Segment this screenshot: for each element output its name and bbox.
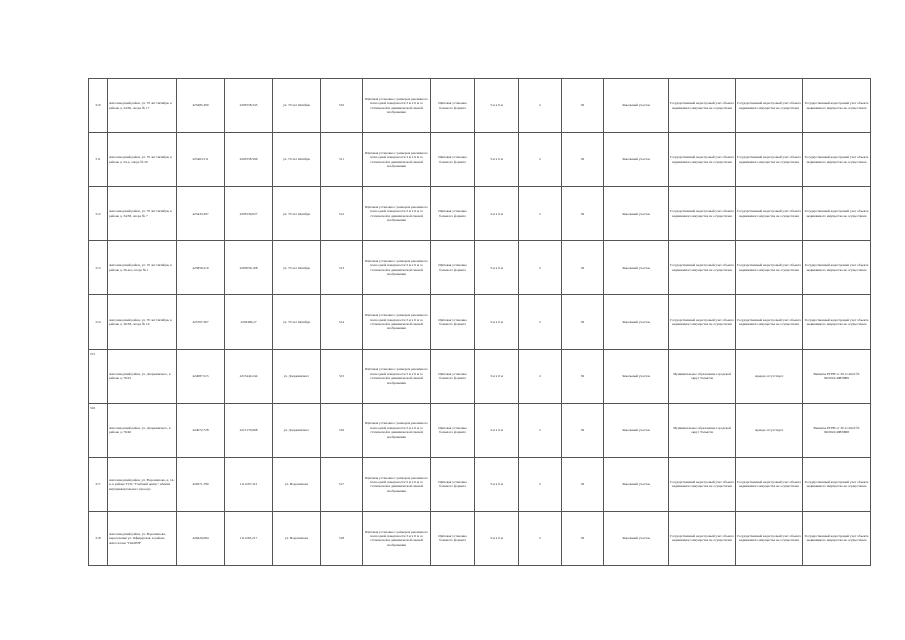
lease-cell: Государственный кадастровый учет объекта недвижимого имущества не осуществлен	[736, 511, 803, 565]
registry-extract-cell: Государственный кадастровый учет объекта недвижимого имущества не осуществлен	[803, 241, 871, 295]
lease-cell: Государственный кадастровый учет объекта недвижимого имущества не осуществлен	[736, 133, 803, 187]
land-type-cell: Земельный участок	[604, 403, 669, 457]
table-row	[89, 187, 871, 241]
area-cell: 36	[562, 403, 604, 457]
area-cell: 36	[562, 349, 604, 403]
registry-extract-cell: Государственный кадастровый учет объекта недвижимого имущества не осуществлен	[803, 187, 871, 241]
construction-kind-cell: Щитовая установка большого формата	[431, 349, 475, 403]
land-type-cell: Земельный участок	[604, 457, 669, 511]
land-type-cell: Земельный участок	[604, 295, 669, 349]
size-cell: 3 м x 6 м	[475, 295, 519, 349]
land-type-cell: Земельный участок	[604, 79, 669, 133]
table-body	[89, 79, 871, 566]
street-cell: ул. Дзержинского	[273, 349, 321, 403]
cadastre-cell: Государственный кадастровый учет объекта недвижимого имущества не осуществлен	[669, 457, 736, 511]
land-type-cell: Земельный участок	[604, 241, 669, 295]
registry-extract-cell: Государственный кадастровый учет объекта недвижимого имущества не осуществлен	[803, 457, 871, 511]
registry-extract-cell: Государственный кадастровый учет объекта недвижимого имущества не осуществлен	[803, 79, 871, 133]
code-cell: 511	[321, 133, 363, 187]
coord-x-cell: 425856,210	[177, 241, 225, 295]
coord-y-cell: 2203059,108	[225, 241, 273, 295]
coord-y-cell: 2203558,345	[225, 79, 273, 133]
row-number: 512	[89, 187, 108, 241]
construction-kind-cell: Щитовая установка большого формата	[431, 403, 475, 457]
code-cell: 514	[321, 295, 363, 349]
coord-x-cell: 424072,728	[177, 403, 225, 457]
construction-type-cell: Щитовая установка с размером рекламного поля одной поверхности 3 м x 6 м со статической и динамической сменой изображения	[363, 403, 431, 457]
size-cell: 3 м x 6 м	[475, 457, 519, 511]
sides-cell: 2	[519, 295, 562, 349]
construction-kind-cell: Щитовая установка большого формата	[431, 241, 475, 295]
sides-cell: 2	[519, 349, 562, 403]
coord-x-cell: 425485,390	[177, 79, 225, 133]
construction-type-cell: Щитовая установка с размером рекламного поля одной поверхности 3 м x 6 м со статической и динамической сменой изображения	[363, 187, 431, 241]
code-cell: 510	[321, 79, 363, 133]
address-cell: Автозаводский район, ул. 70 лет Октября, в районе д. 36/38, опора № 10	[108, 295, 177, 349]
size-cell: 3 м x 6 м	[475, 241, 519, 295]
row-number: 511	[89, 133, 108, 187]
code-cell: 512	[321, 187, 363, 241]
table-row	[89, 511, 871, 565]
street-cell: ул. 70 лет Октября	[273, 241, 321, 295]
address-cell: Автозаводский район, ул. 70 лет Октября, в районе д. 34-а, опора № 20	[108, 133, 177, 187]
land-type-cell: Земельный участок	[604, 187, 669, 241]
area-cell: 36	[562, 511, 604, 565]
area-cell: 36	[562, 79, 604, 133]
lease-cell: Государственный кадастровый учет объекта недвижимого имущества не осуществлен	[736, 241, 803, 295]
address-cell: Автозаводский район, ул. Дзержинского, в районе д. 76/25	[108, 349, 177, 403]
sides-cell: 2	[519, 133, 562, 187]
construction-kind-cell: Щитовая установка большого формата	[431, 187, 475, 241]
street-cell: ул. 70 лет Октября	[273, 133, 321, 187]
row-number: 510	[89, 79, 108, 133]
cadastre-cell: Государственный кадастровый учет объекта недвижимого имущества не осуществлен	[669, 511, 736, 565]
document-page	[88, 78, 869, 566]
cadastre-cell: Государственный кадастровый учет объекта недвижимого имущества не осуществлен	[669, 241, 736, 295]
construction-kind-cell: Щитовая установка большого формата	[431, 511, 475, 565]
street-cell: ул. Ворошилова	[273, 457, 321, 511]
registry-extract-cell: Выписка ЕГРН от 30.11.2022 № 99/2022/498/9868	[803, 403, 871, 457]
table-row	[89, 457, 871, 511]
construction-type-cell: Щитовая установка с размером рекламного поля одной поверхности 3 м x 6 м со статической и динамической сменой изображения	[363, 457, 431, 511]
construction-type-cell: Щитовая установка с размером рекламного поля одной поверхности 3 м x 6 м со статической и динамической сменой изображения	[363, 511, 431, 565]
construction-type-cell: Щитовая установка с размером рекламного поля одной поверхности 3 м x 6 м со статической и динамической сменой изображения	[363, 133, 431, 187]
area-cell: 36	[562, 133, 604, 187]
sides-cell: 2	[519, 79, 562, 133]
construction-kind-cell: Щитовая установка большого формата	[431, 79, 475, 133]
cadastre-cell: Муниципальное образование городской округ Тольятти	[669, 349, 736, 403]
address-cell: Автозаводский район, ул. Ворошилова, д. 14-в, в районе ТСЦ "Учебный центр", вблизи внутриквартального проезда	[108, 457, 177, 511]
street-cell: ул. 70 лет Октября	[273, 79, 321, 133]
cadastre-cell: Государственный кадастровый учет объекта недвижимого имущества не осуществлен	[669, 295, 736, 349]
area-cell: 36	[562, 457, 604, 511]
lease-cell: Государственный кадастровый учет объекта недвижимого имущества не осуществлен	[736, 457, 803, 511]
registry-extract-cell: Государственный кадастровый учет объекта недвижимого имущества не осуществлен	[803, 295, 871, 349]
coord-x-cell: 425443,367	[177, 187, 225, 241]
registry-extract-cell: Выписка ЕГРН от 30.11.2022 № 99/2022/498/9869	[803, 349, 871, 403]
coord-x-cell: 424087,515	[177, 349, 225, 403]
sides-cell: 2	[519, 241, 562, 295]
lease-cell: Государственный кадастровый учет объекта недвижимого имущества не осуществлен	[736, 295, 803, 349]
table-row	[89, 295, 871, 349]
construction-type-cell: Щитовая установка с размером рекламного поля одной поверхности 3 м x 6 м со статической и динамической сменой изображения	[363, 241, 431, 295]
size-cell: 3 м x 6 м	[475, 187, 519, 241]
row-number: 513	[89, 241, 108, 295]
area-cell: 36	[562, 241, 604, 295]
coord-x-cell: 425767,367	[177, 295, 225, 349]
registry-table	[88, 78, 871, 566]
table-row	[89, 403, 871, 457]
coord-y-cell: 2215179,968	[225, 403, 273, 457]
construction-type-cell: Щитовая установка с размером рекламного поля одной поверхности 3 м x 6 м со статической и динамической сменой изображения	[363, 349, 431, 403]
coord-y-cell: 2203558,396	[225, 133, 273, 187]
cadastre-cell: Государственный кадастровый учет объекта недвижимого имущества не осуществлен	[669, 187, 736, 241]
size-cell: 3 м x 6 м	[475, 79, 519, 133]
sides-cell: 2	[519, 403, 562, 457]
size-cell: 3 м x 6 м	[475, 511, 519, 565]
land-type-cell: Земельный участок	[604, 511, 669, 565]
code-cell: 518	[321, 511, 363, 565]
street-cell: ул. Ворошилова	[273, 511, 321, 565]
lease-cell: Государственный кадастровый учет объекта недвижимого имущества не осуществлен	[736, 79, 803, 133]
coord-y-cell: 2203539,027	[225, 187, 273, 241]
table-row	[89, 349, 871, 403]
code-cell: 516	[321, 403, 363, 457]
coord-x-cell: 425463,311	[177, 133, 225, 187]
street-cell: ул. 70 лет Октября	[273, 295, 321, 349]
table-row	[89, 133, 871, 187]
cadastre-cell: Государственный кадастровый учет объекта недвижимого имущества не осуществлен	[669, 79, 736, 133]
address-cell: Автозаводский район, ул. 70 лет Октября, в районе д. 34/38, опора № 7	[108, 187, 177, 241]
row-number: 514	[89, 295, 108, 349]
lease-cell: Государственный кадастровый учет объекта недвижимого имущества не осуществлен	[736, 187, 803, 241]
table-row	[89, 241, 871, 295]
street-cell: ул. Дзержинского	[273, 403, 321, 457]
street-cell: ул. 70 лет Октября	[273, 187, 321, 241]
row-number: 516	[89, 403, 108, 457]
lease-cell: Аренда отсутствует	[736, 403, 803, 457]
lease-cell: Аренда отсутствует	[736, 349, 803, 403]
sides-cell: 2	[519, 187, 562, 241]
code-cell: 517	[321, 457, 363, 511]
coord-x-cell: 426420,084	[177, 511, 225, 565]
address-cell: Автозаводский район, ул. Дзержинского, в районе д. 76/46	[108, 403, 177, 457]
coord-y-cell: 2203490,27	[225, 295, 273, 349]
row-number: 515	[89, 349, 108, 403]
construction-type-cell: Щитовая установка с размером рекламного поля одной поверхности 3 м x 6 м со статической и динамической сменой изображения	[363, 79, 431, 133]
land-type-cell: Земельный участок	[604, 349, 669, 403]
area-cell: 36	[562, 187, 604, 241]
code-cell: 513	[321, 241, 363, 295]
area-cell: 36	[562, 295, 604, 349]
construction-kind-cell: Щитовая установка большого формата	[431, 295, 475, 349]
table-row	[89, 79, 871, 133]
row-number: 518	[89, 511, 108, 565]
row-number: 517	[89, 457, 108, 511]
registry-extract-cell: Государственный кадастровый учет объекта недвижимого имущества не осуществлен	[803, 133, 871, 187]
sides-cell: 2	[519, 457, 562, 511]
size-cell: 3 м x 6 м	[475, 133, 519, 187]
address-cell: Автозаводский район, ул. 70 лет Октября, в районе д. 34/36, опора № 17	[108, 79, 177, 133]
land-type-cell: Земельный участок	[604, 133, 669, 187]
registry-extract-cell: Государственный кадастровый учет объекта недвижимого имущества не осуществлен	[803, 511, 871, 565]
coord-y-cell: 1111263,217	[225, 511, 273, 565]
cadastre-cell: Государственный кадастровый учет объекта недвижимого имущества не осуществлен	[669, 133, 736, 187]
coord-x-cell: 426371,780	[177, 457, 225, 511]
coord-y-cell: 1111207,312	[225, 457, 273, 511]
construction-kind-cell: Щитовая установка большого формата	[431, 133, 475, 187]
cadastre-cell: Муниципальное образование городской округ Тольятти	[669, 403, 736, 457]
address-cell: Автозаводский район, ул. 70 лет Октября, в районе д. 36-в/а, опора № 1	[108, 241, 177, 295]
coord-y-cell: 2215442,244	[225, 349, 273, 403]
size-cell: 3 м x 6 м	[475, 349, 519, 403]
address-cell: Автозаводский район, ул. Ворошилова, пересечение ул. Офицерская, в районе Автосалона "ПАЛЕН"	[108, 511, 177, 565]
code-cell: 515	[321, 349, 363, 403]
size-cell: 3 м x 6 м	[475, 403, 519, 457]
sides-cell: 2	[519, 511, 562, 565]
construction-type-cell: Щитовая установка с размером рекламного поля одной поверхности 3 м x 6 м со статической и динамической сменой изображения	[363, 295, 431, 349]
construction-kind-cell: Щитовая установка большого формата	[431, 457, 475, 511]
